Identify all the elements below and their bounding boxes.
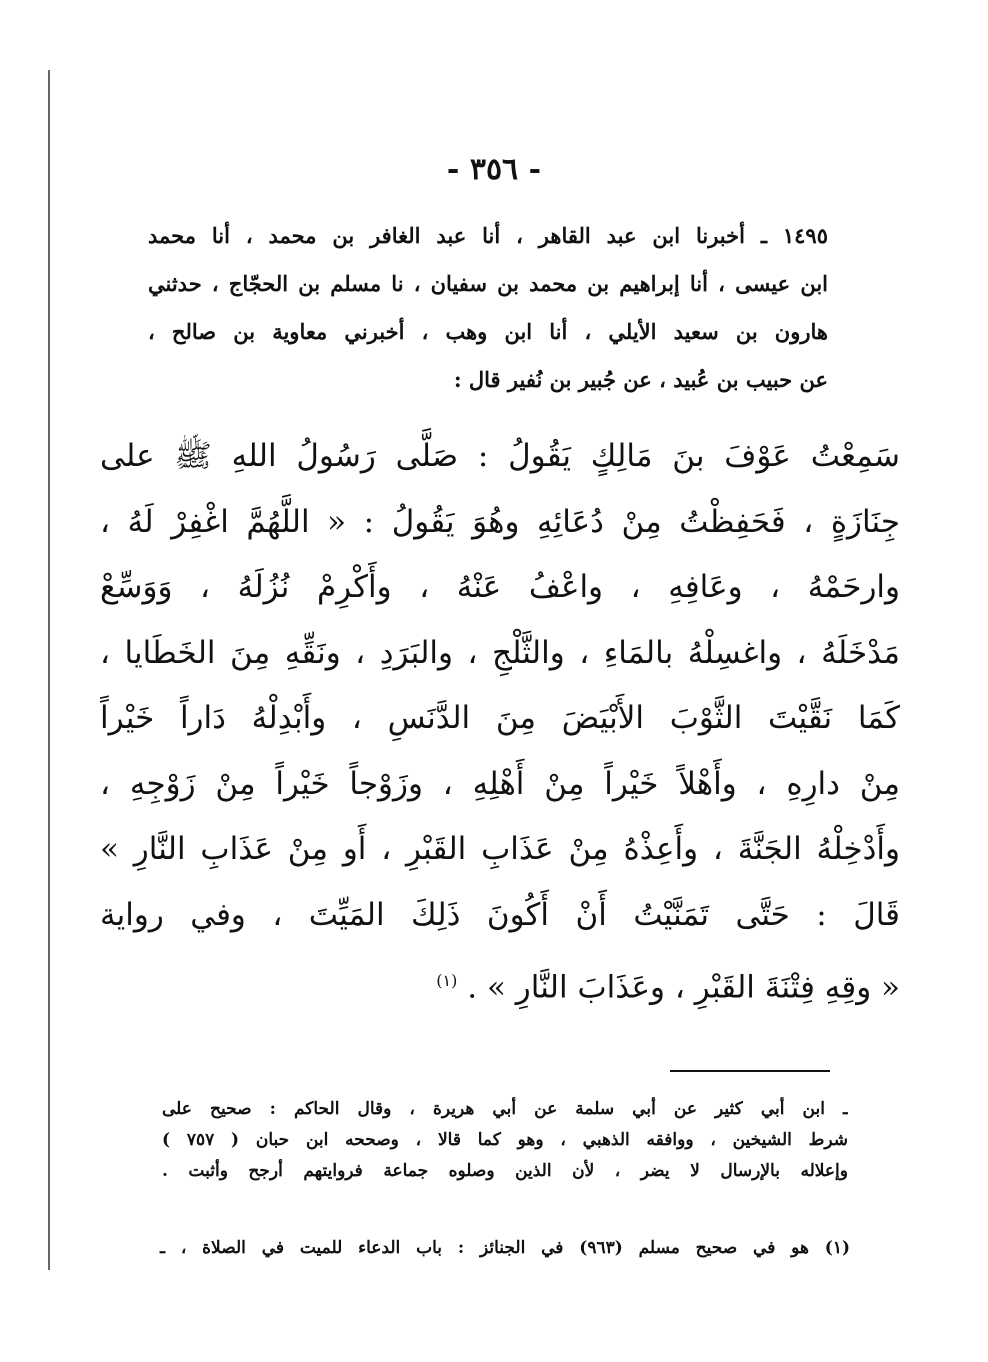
isnad-line: عن حبيب بن عُبيد ، عن جُبير بن نُفير قال :: [453, 367, 828, 392]
note-line: شرط الشيخين ، ووافقه الذهبي ، وهو كما قالا ، وصححه ابن حبان ( ٧٥٧ ): [162, 1130, 848, 1150]
isnad-line: هارون بن سعيد الأيلي ، أنا ابن وهب ، أخبرني معاوية بن صالح ،: [148, 319, 828, 344]
hadith-line: جِنَازَةٍ ، فَحَفِظْتُ مِنْ دُعَائِهِ وهُوَ يَقُولُ : « اللَّهُمَّ اغْفِرْ لَهُ ،: [100, 503, 900, 540]
note-line: ـ ابن أبي كثير عن أبي سلمة عن أبي هريرة ، وقال الحاكم : صحيح على: [162, 1099, 848, 1119]
hadith-text: [100, 424, 900, 1014]
note-line: وإعلاله بالإرسال لا يضر ، لأن الذين وصلوه جماعة فروايتهم أرجح وأثبت .: [162, 1161, 848, 1181]
isnad-line: ابن عيسى ، أنا إبراهيم بن محمد بن سفيان ، نا مسلم بن الحجّاج ، حدثني: [148, 271, 828, 296]
isnad-line: ١٤٩٥ ـ أخبرنا ابن عبد القاهر ، أنا عبد الغافر بن محمد ، أنا محمد: [148, 223, 828, 248]
hadith-line: مَدْخَلَهُ ، واغسِلْهُ بالمَاءِ ، والثَّلْجِ ، والبَرَدِ ، ونَقِّهِ مِنَ الخَطَايا ،: [100, 634, 900, 671]
hadith-line: وارحَمْهُ ، وعَافِهِ ، واعْفُ عَنْهُ ، وأَكْرِمْ نُزُلَهُ ، وَوَسِّعْ: [100, 569, 900, 605]
continuation-note: [162, 1094, 848, 1187]
hadith-line: مِنْ دارِهِ ، وأَهْلاً خَيْراً مِنْ أَهْلِهِ ، وزَوْجاً خَيْراً مِنْ زَوْجِهِ ،: [100, 765, 900, 802]
hadith-line-text: « وقِهِ فِتْنَةَ القَبْرِ ، وعَذَابَ النَّارِ » .: [467, 969, 900, 1006]
hadith-line: [100, 948, 900, 1014]
hadith-line: قَالَ : حَتَّى تَمَنَّيْتُ أَنْ أَكُونَ ذَلِكَ المَيِّتَ ، وفي رواية: [100, 896, 900, 933]
page-number: - ٣٥٦ -: [446, 152, 542, 187]
hadith-line: سَمِعْتُ عَوْفَ بنَ مَالِكٍ يَقُولُ : صَلَّى رَسُولُ اللهِ ﷺ على: [100, 438, 900, 474]
footnote-1: (١) هو في صحيح مسلم (٩٦٣) في الجنائز : باب الدعاء للميت في الصلاة ، ـ: [160, 1238, 850, 1258]
hadith-line: وأَدْخِلْهُ الجَنَّةَ ، وأَعِذْهُ مِنْ عَذَابِ القَبْرِ ، أَو مِنْ عَذَابِ النَّارِ »: [100, 831, 900, 867]
footnote-separator: [670, 1070, 830, 1072]
footnote-reference: (١): [436, 971, 458, 990]
isnad-paragraph: [148, 212, 828, 404]
hadith-line: كَمَا نَقَّيْتَ الثَّوْبَ الأَبْيَضَ مِنَ الدَّنَسِ ، وأَبْدِلْهُ دَاراً خَيْراً: [100, 700, 900, 736]
page-edge-line: [48, 70, 50, 1270]
